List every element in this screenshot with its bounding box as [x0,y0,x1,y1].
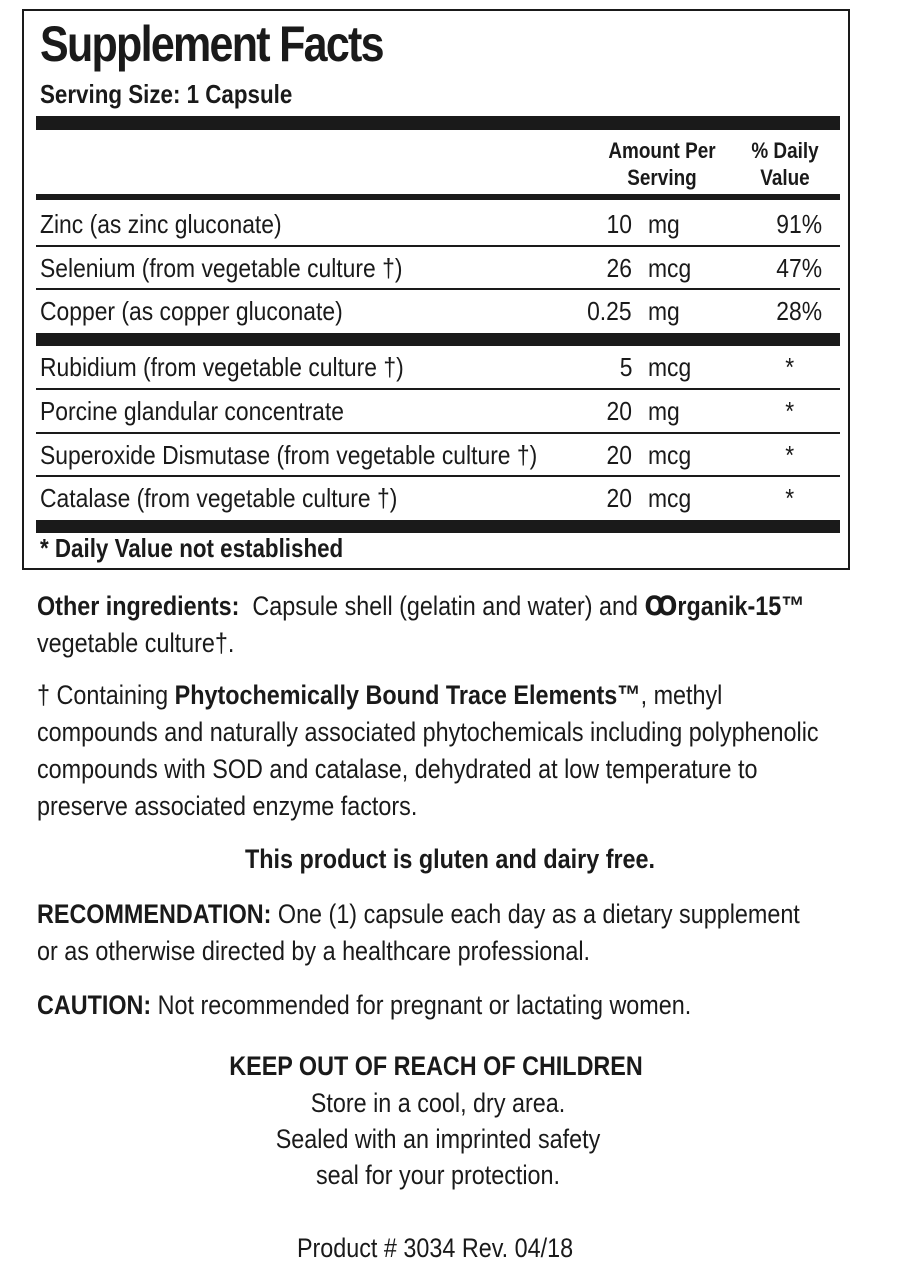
nutrient-row: Zinc (as zinc gluconate) 10 mg 91% [40,209,822,239]
nutrient-row: Copper (as copper gluconate) 0.25 mg 28% [40,296,822,326]
thick-divider [36,333,840,346]
header-divider [36,194,840,200]
product-number: Product # 3034 Rev. 04/18 [296,1233,574,1263]
keep-out-of-reach-heading: KEEP OUT OF REACH OF CHILDREN [229,1051,643,1081]
nutrient-row: Superoxide Dismutase (from vegetable culture †) 20 mcg * [40,440,794,470]
panel-title: Supplement Facts [40,16,383,72]
caution: CAUTION: Not recommended for pregnant or lactating women. [37,990,692,1020]
allergen-statement: This product is gluten and dairy free. [244,844,656,874]
thick-divider [36,520,840,533]
dagger-note: † Containing Phytochemically Bound Trace Elements™, methyl compounds and naturally associated phytochemicals including polyphenolic compounds with SOD and catalase, dehydrated at low temperature to preserve associated enzyme factors. [37,680,819,821]
supplement-facts-panel [22,9,850,570]
nutrient-row: Porcine glandular concentrate 20 mg * [40,396,794,426]
thick-divider [36,116,840,130]
daily-value-footnote: * Daily Value not established [40,533,344,563]
nutrient-row: Catalase (from vegetable culture †) 20 mcg * [40,483,794,513]
storage-line: Sealed with an imprinted safety [275,1124,601,1154]
brand-logo-mark: Ꝏ [644,591,678,621]
serving-size: Serving Size: 1 Capsule [40,79,293,109]
nutrient-row: Rubidium (from vegetable culture †) 5 mcg * [40,352,794,382]
recommendation: RECOMMENDATION: One (1) capsule each day as a dietary supplement or as otherwise directed by a healthcare professional. [37,899,800,966]
other-ingredients: Other ingredients: Capsule shell (gelatin and water) and Ꝏrganik-15™ vegetable culture†. [37,591,805,658]
nutrient-row: Selenium (from vegetable culture †) 26 mcg 47% [40,253,822,283]
daily-value-header: % Daily Value [751,138,819,190]
storage-line: seal for your protection. [315,1160,561,1190]
storage-line: Store in a cool, dry area. [310,1088,566,1118]
amount-per-serving-header: Amount Per Serving [608,138,716,190]
